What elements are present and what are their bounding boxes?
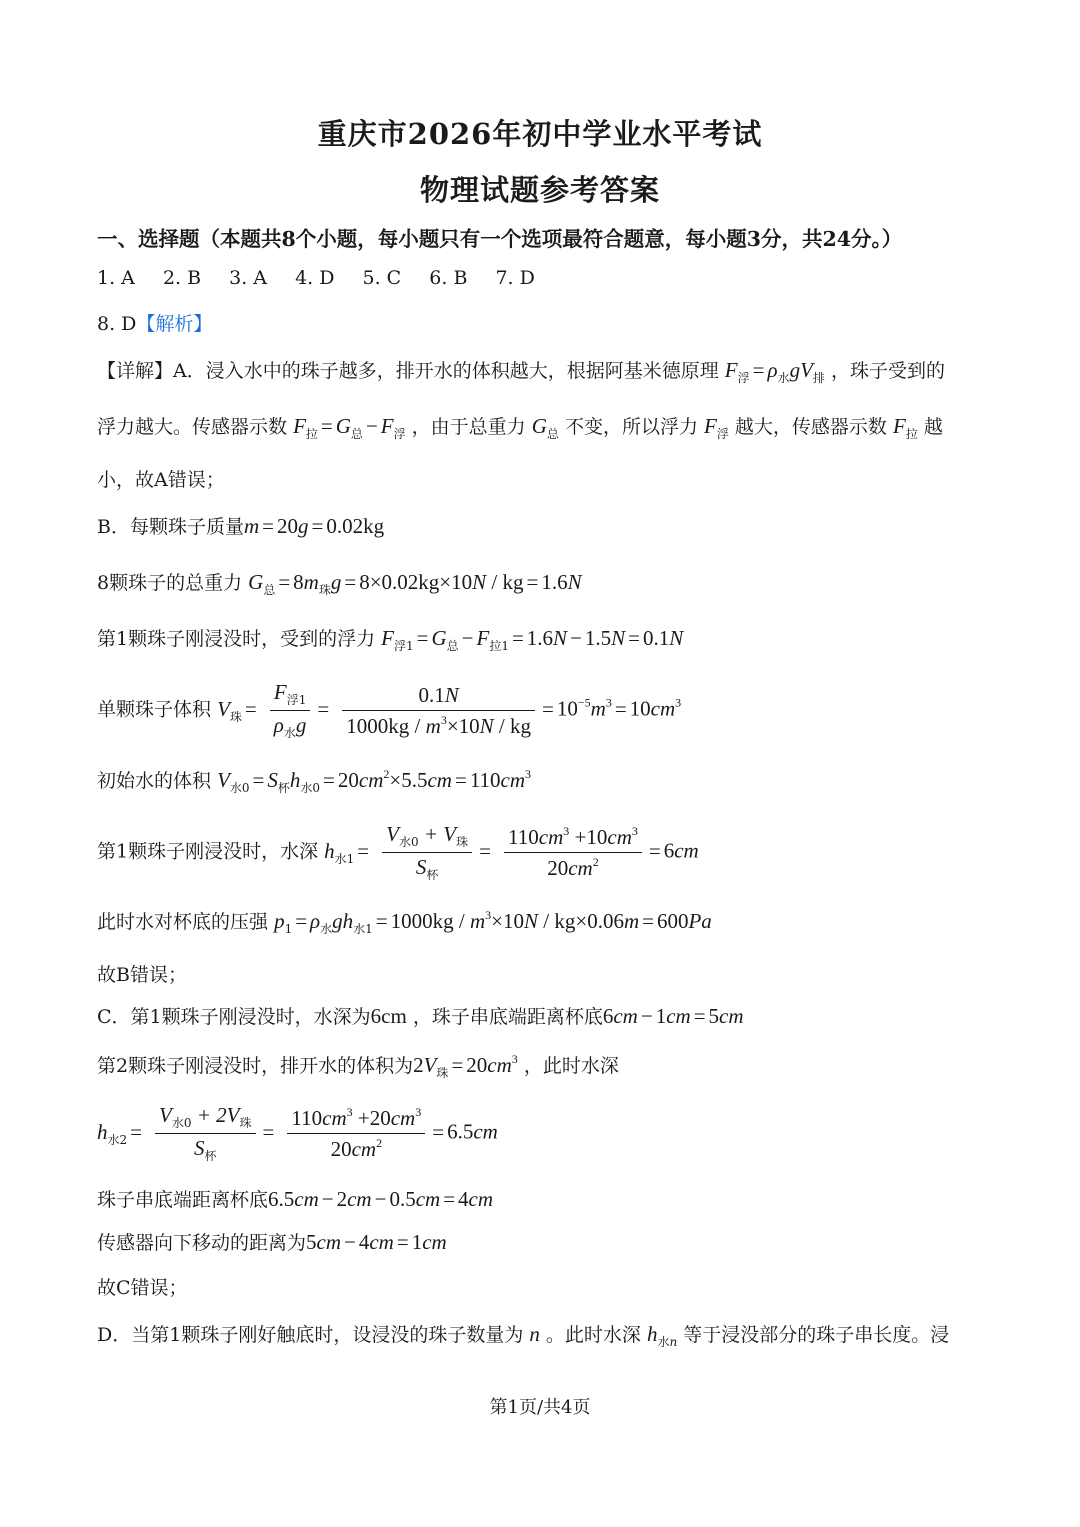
b-line3: 第1颗珠子刚浸没时，受到的浮力 $F_{浮1} = G_总 - F_{拉1} = 1.6N - 1.5N = 0.1N$ (97, 626, 684, 653)
b-line7: 此时水对杯底的压强 $p_1 = \rho_水gh_{水1} = 1000kg / m^3\times 10N / kg\times 0.06m = 600Pa$ (97, 908, 712, 936)
detail-a-line3: 小，故A错误； (97, 469, 225, 491)
c-line4: 珠子串底端距离杯底6.5cm − 2cm − 0.5cm = 4cm (97, 1187, 494, 1211)
answer-5: 5. C (362, 267, 402, 289)
c-line2: 第2颗珠子刚浸没时，排开水的体积为$2V_珠 = 20cm^3$ ，此时水深 (97, 1052, 619, 1080)
answer-list (97, 267, 557, 289)
c-line5: 传感器向下移动的距离为5cm − 4cm = 1cm (97, 1230, 447, 1254)
b-line5: 初始水的体积 $V_{水0} = S_杯h_{水0} = 20cm^2\times 5.5cm = 110cm^3$ (97, 767, 532, 795)
answer-3: 3. A (229, 267, 268, 289)
q8-analysis-tag: 【解析】 (136, 313, 213, 335)
page-footer: 第1页/共4页 (489, 1397, 591, 1418)
q8-answer: 8. D (97, 313, 137, 335)
c-line1: C．第1颗珠子刚浸没时，水深为6cm ，珠子串底端距离杯底6cm − 1cm = 5cm (97, 1004, 744, 1028)
section-heading: 一、选择题（本题共8个小题，每小题只有一个选项最符合题意，每小题3分，共24分。） (97, 227, 903, 251)
answer-7: 7. D (495, 267, 535, 289)
answer-6: 6. B (429, 267, 468, 289)
c-line3: $h_{水2}$ = $\frac{V_{水0} + 2V_珠}{S_杯}$ = $\frac{110cm^3 +20cm^3}{20cm^2}$ = 6.5cm (97, 1103, 498, 1163)
doc-subtitle: 物理试题参考答案 (419, 173, 660, 207)
doc-title: 重庆市2026年初中学业水平考试 (317, 117, 763, 151)
detail-a-line1: 【详解】A．浸入水中的珠子越多，排开水的体积越大，根据阿基米德原理 $F_浮 = \rho_水gV_排$ ，珠子受到的 (97, 358, 945, 385)
b-line6: 第1颗珠子刚浸没时，水深 $h_{水1}$ = $\frac{V_{水0} + V_珠}{S_杯}$ = $\frac{110cm^3 +10cm^3}{20cm^2}$ = 6cm (97, 822, 699, 882)
b-line1: B．每颗珠子质量m = 20g = 0.02kg (97, 514, 385, 538)
answer-4: 4. D (295, 267, 335, 289)
d-line1: D．当第1颗珠子刚好触底时，设浸没的珠子数量为 n 。此时水深 $h_{水n}$ 等于浸没部分的珠子串长度。浸 (97, 1322, 950, 1349)
answer-2: 2. B (162, 267, 202, 289)
b-line8: 故B错误； (97, 964, 187, 986)
b-line2: 8颗珠子的总重力 $G_总 = 8m_珠g = 8\times 0.02kg\times 10N$ / kg = 1.6N (97, 570, 582, 597)
b-line4: 单颗珠子体积 $V_珠$ = $\frac{F_{浮1}}{\rho_水g}$ = $\frac{0.1N}{1000kg / m^3\times 10N / kg}$ = $10^{-5}m^3 = 10cm^3$ (97, 680, 682, 740)
detail-a-line2: 浮力越大。传感器示数 $F_拉 = G_总 - F_浮$ ，由于总重力 $G_总$ 不变，所以浮力 $F_浮$ 越大，传感器示数 $F_拉$ 越 (97, 414, 943, 441)
q8-header (97, 309, 212, 336)
answer-1: 1. A (97, 267, 135, 289)
c-line6: 故C错误； (97, 1277, 188, 1299)
